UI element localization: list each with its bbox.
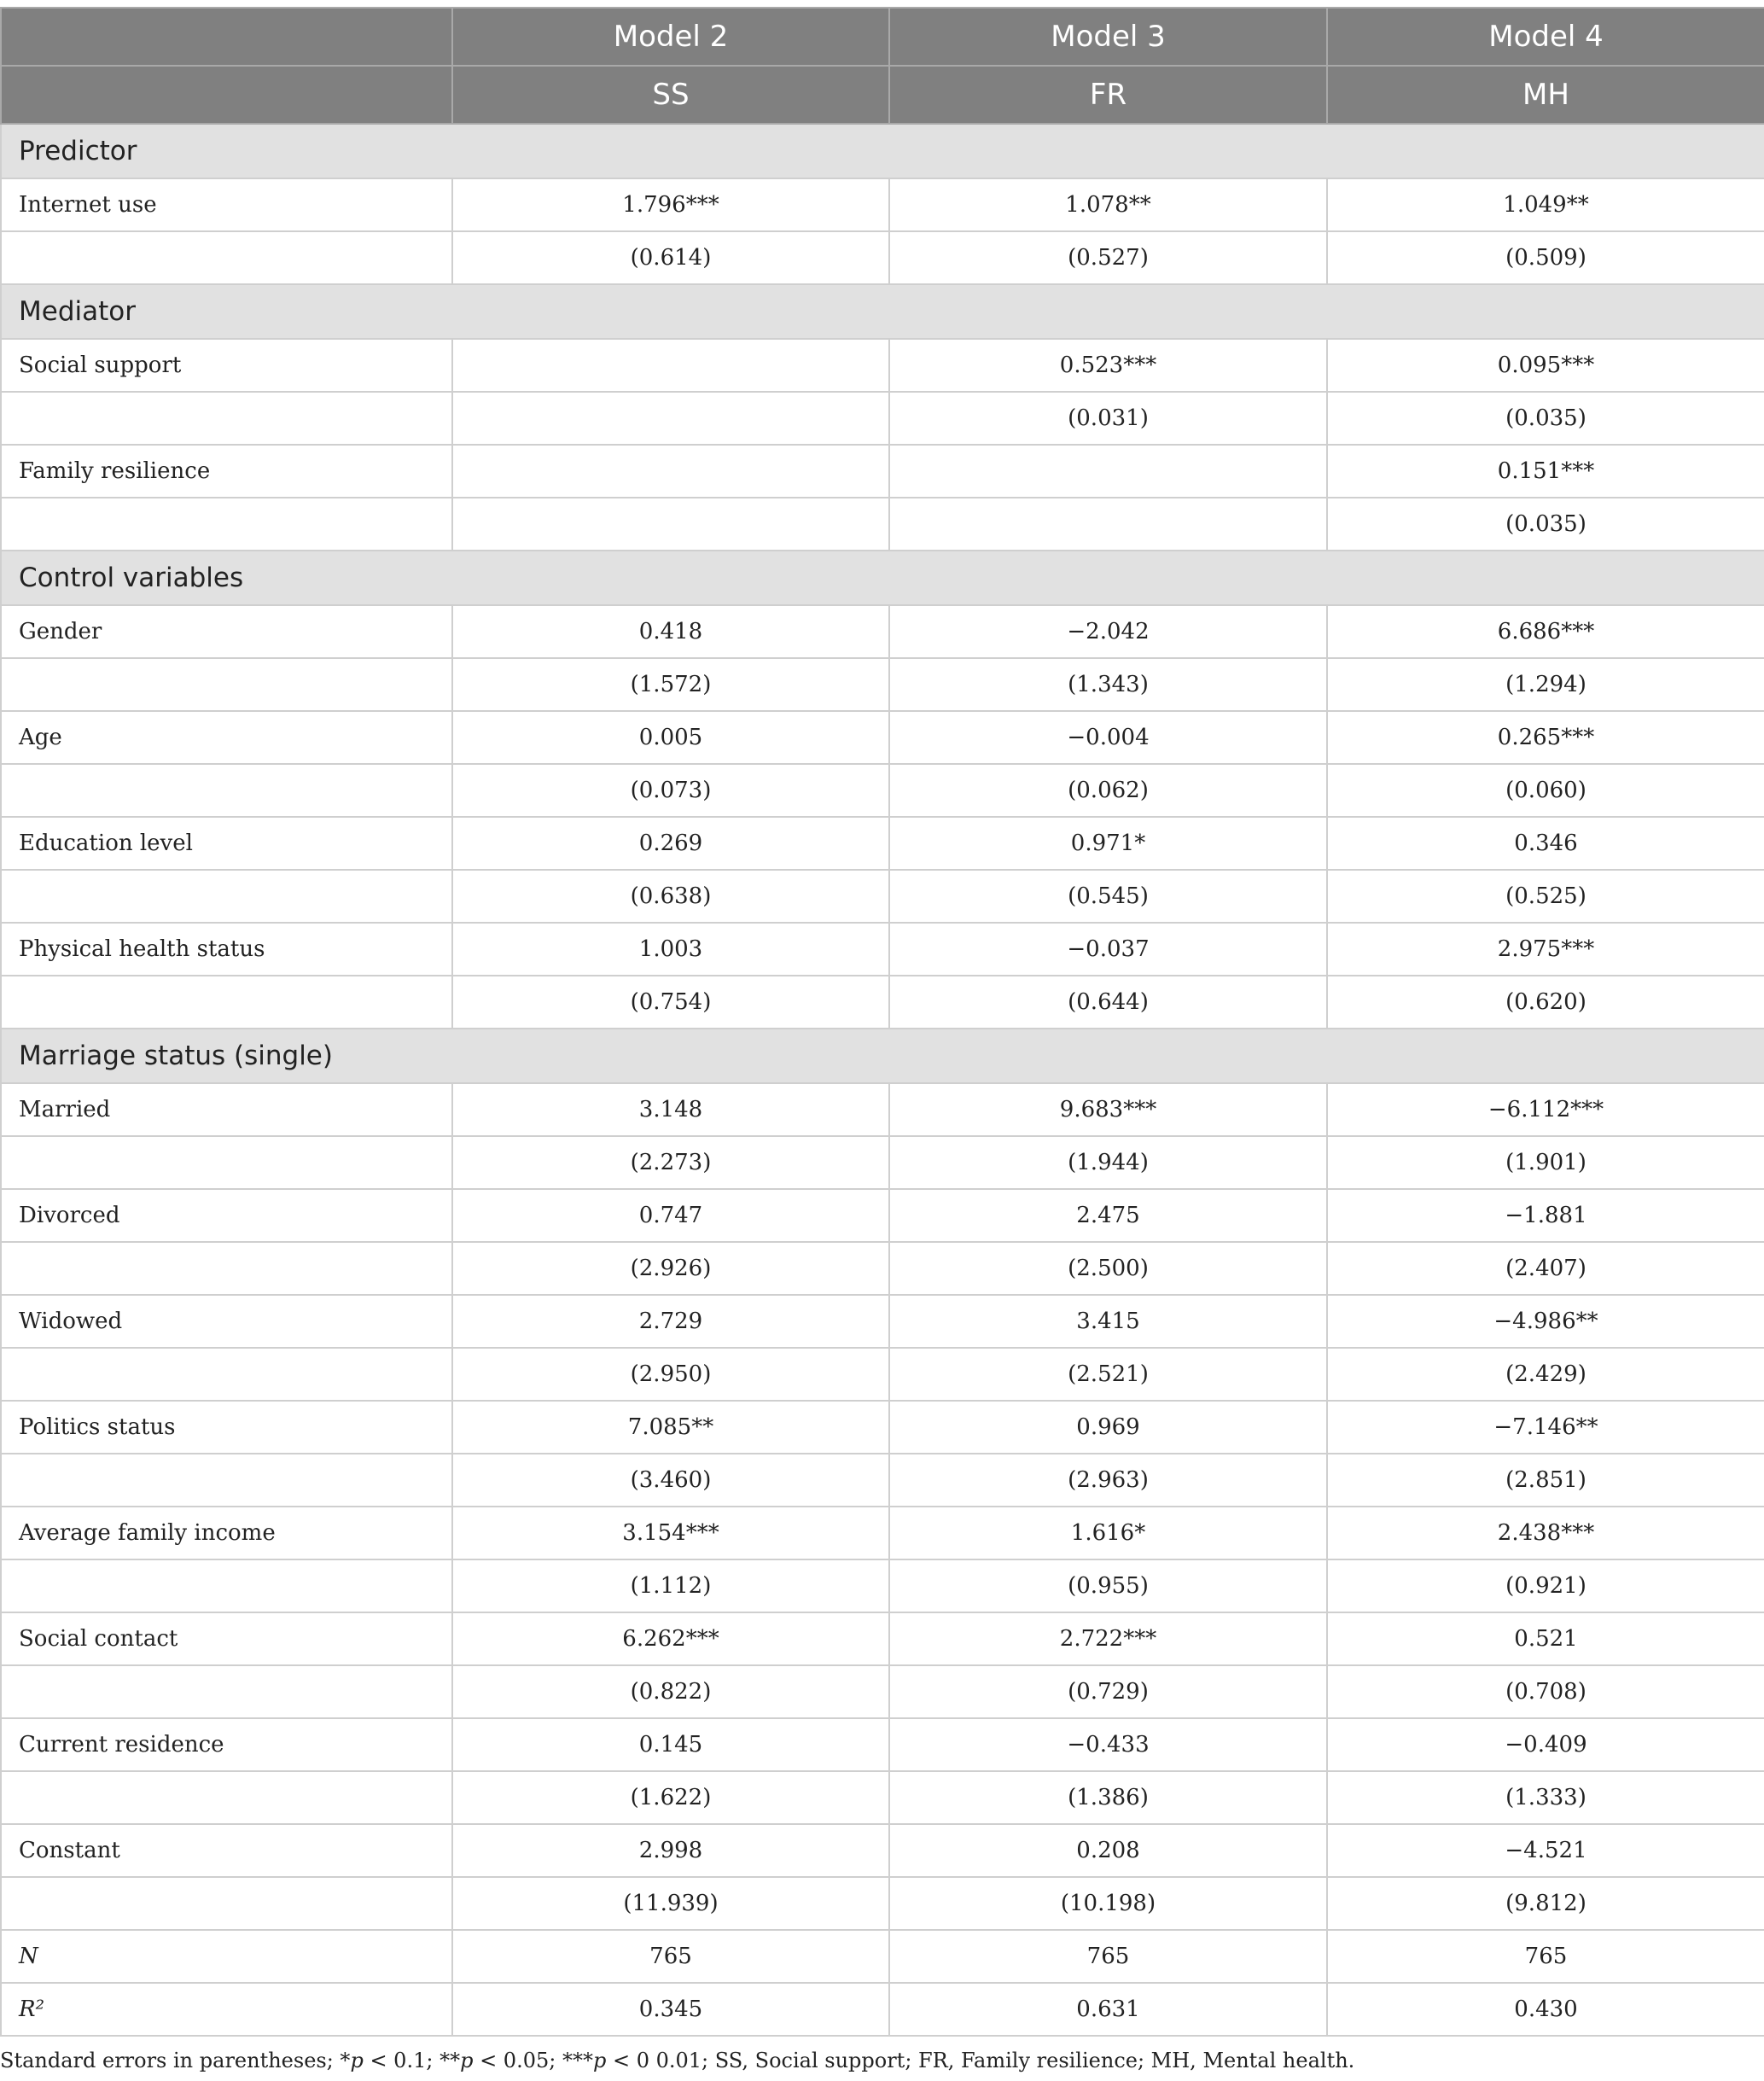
value-cell-model-4: 0.095***: [1327, 339, 1764, 392]
value-cell-model-4: 0.430: [1327, 1983, 1764, 2036]
value-cell-model-3: [889, 498, 1327, 551]
table-row: [1, 445, 1764, 498]
row-label: Social contact: [1, 1612, 452, 1665]
value-cell-model-2: [452, 498, 889, 551]
value-cell-model-3: (0.062): [889, 764, 1327, 817]
row-label: R²: [1, 1983, 452, 2036]
value-cell-model-2: 765: [452, 1930, 889, 1983]
value-cell-model-3: (0.955): [889, 1559, 1327, 1612]
row-label: Politics status: [1, 1401, 452, 1454]
value-cell-model-2: 0.005: [452, 711, 889, 764]
value-cell-model-3: (10.198): [889, 1877, 1327, 1930]
value-cell-model-3: −0.004: [889, 711, 1327, 764]
row-label: [1, 1242, 452, 1295]
header-outcome-ss: SS: [452, 66, 889, 124]
value-cell-model-2: [452, 392, 889, 445]
value-cell-model-3: (0.729): [889, 1665, 1327, 1718]
value-cell-model-3: −2.042: [889, 605, 1327, 658]
value-cell-model-2: [452, 339, 889, 392]
row-label: [1, 1559, 452, 1612]
header-row-models: [1, 8, 1764, 66]
footnote-segment: p: [350, 2049, 364, 2072]
table-row: [1, 1665, 1764, 1718]
value-cell-model-4: (1.333): [1327, 1771, 1764, 1824]
value-cell-model-2: (2.926): [452, 1242, 889, 1295]
value-cell-model-3: (1.944): [889, 1136, 1327, 1189]
value-cell-model-3: (0.545): [889, 870, 1327, 923]
table-row: [1, 923, 1764, 976]
header-corner-cell: [1, 8, 452, 66]
header-model-3: Model 3: [889, 8, 1327, 66]
row-label: [1, 976, 452, 1029]
row-label: [1, 658, 452, 711]
value-cell-model-2: (1.572): [452, 658, 889, 711]
table-row: [1, 711, 1764, 764]
row-label: Average family income: [1, 1507, 452, 1559]
value-cell-model-4: −7.146**: [1327, 1401, 1764, 1454]
value-cell-model-3: 765: [889, 1930, 1327, 1983]
value-cell-model-4: (0.921): [1327, 1559, 1764, 1612]
value-cell-model-2: 2.998: [452, 1824, 889, 1877]
value-cell-model-2: 0.269: [452, 817, 889, 870]
table-row: [1, 231, 1764, 284]
value-cell-model-4: −6.112***: [1327, 1083, 1764, 1136]
value-cell-model-4: (0.509): [1327, 231, 1764, 284]
value-cell-model-3: 1.616*: [889, 1507, 1327, 1559]
value-cell-model-2: (0.638): [452, 870, 889, 923]
row-label: Current residence: [1, 1718, 452, 1771]
value-cell-model-2: 0.345: [452, 1983, 889, 2036]
value-cell-model-3: −0.433: [889, 1718, 1327, 1771]
value-cell-model-2: 6.262***: [452, 1612, 889, 1665]
value-cell-model-4: 2.975***: [1327, 923, 1764, 976]
value-cell-model-3: 0.523***: [889, 339, 1327, 392]
value-cell-model-2: 0.418: [452, 605, 889, 658]
row-label: Gender: [1, 605, 452, 658]
value-cell-model-4: −0.409: [1327, 1718, 1764, 1771]
value-cell-model-3: −0.037: [889, 923, 1327, 976]
header-outcome-mh: MH: [1327, 66, 1764, 124]
value-cell-model-2: (0.614): [452, 231, 889, 284]
section-label: Mediator: [1, 284, 1764, 339]
value-cell-model-4: −4.521: [1327, 1824, 1764, 1877]
row-label: Physical health status: [1, 923, 452, 976]
value-cell-model-4: 0.521: [1327, 1612, 1764, 1665]
value-cell-model-2: 0.747: [452, 1189, 889, 1242]
footnote-segment: < 0 0.01; SS, Social support; FR, Family resilience; MH, Mental health.: [606, 2049, 1355, 2072]
value-cell-model-4: (2.429): [1327, 1348, 1764, 1401]
table-row: [1, 976, 1764, 1029]
value-cell-model-2: 1.796***: [452, 178, 889, 231]
value-cell-model-4: (9.812): [1327, 1877, 1764, 1930]
row-label: Age: [1, 711, 452, 764]
value-cell-model-3: (2.500): [889, 1242, 1327, 1295]
table-row: [1, 605, 1764, 658]
value-cell-model-3: 1.078**: [889, 178, 1327, 231]
value-cell-model-4: 0.265***: [1327, 711, 1764, 764]
section-row: [1, 124, 1764, 178]
table-row: [1, 1718, 1764, 1771]
value-cell-model-2: [452, 445, 889, 498]
table-footnote: [0, 2049, 1764, 2072]
section-row: [1, 1029, 1764, 1083]
value-cell-model-4: (1.294): [1327, 658, 1764, 711]
row-label: Family resilience: [1, 445, 452, 498]
value-cell-model-4: (0.035): [1327, 392, 1764, 445]
value-cell-model-4: (1.901): [1327, 1136, 1764, 1189]
value-cell-model-4: 1.049**: [1327, 178, 1764, 231]
value-cell-model-4: 2.438***: [1327, 1507, 1764, 1559]
row-label: [1, 1348, 452, 1401]
value-cell-model-3: (0.527): [889, 231, 1327, 284]
value-cell-model-3: 0.971*: [889, 817, 1327, 870]
value-cell-model-2: (0.822): [452, 1665, 889, 1718]
table-row: [1, 392, 1764, 445]
header-model-2: Model 2: [452, 8, 889, 66]
row-label: [1, 764, 452, 817]
value-cell-model-2: (3.460): [452, 1454, 889, 1507]
section-label: Predictor: [1, 124, 1764, 178]
table-row: [1, 339, 1764, 392]
header-corner-cell: [1, 66, 452, 124]
value-cell-model-2: (11.939): [452, 1877, 889, 1930]
row-label: [1, 1877, 452, 1930]
table-row: [1, 498, 1764, 551]
row-label: Married: [1, 1083, 452, 1136]
value-cell-model-2: 3.154***: [452, 1507, 889, 1559]
section-row: [1, 551, 1764, 605]
footnote-segment: < 0.05; ***: [473, 2049, 593, 2072]
value-cell-model-4: (2.851): [1327, 1454, 1764, 1507]
value-cell-model-3: (1.386): [889, 1771, 1327, 1824]
value-cell-model-3: [889, 445, 1327, 498]
value-cell-model-4: 765: [1327, 1930, 1764, 1983]
value-cell-model-2: (0.073): [452, 764, 889, 817]
table-row: [1, 1189, 1764, 1242]
value-cell-model-3: 9.683***: [889, 1083, 1327, 1136]
value-cell-model-2: (0.754): [452, 976, 889, 1029]
value-cell-model-2: 2.729: [452, 1295, 889, 1348]
row-label: [1, 392, 452, 445]
row-label: Constant: [1, 1824, 452, 1877]
row-label: Widowed: [1, 1295, 452, 1348]
value-cell-model-4: (2.407): [1327, 1242, 1764, 1295]
footnote-segment: p: [460, 2049, 474, 2072]
table-row: [1, 870, 1764, 923]
footnote-segment: Standard errors in parentheses; *: [0, 2049, 351, 2072]
value-cell-model-4: (0.525): [1327, 870, 1764, 923]
value-cell-model-3: (1.343): [889, 658, 1327, 711]
table-row: [1, 658, 1764, 711]
value-cell-model-4: −1.881: [1327, 1189, 1764, 1242]
row-label: Divorced: [1, 1189, 452, 1242]
header-outcome-fr: FR: [889, 66, 1327, 124]
row-label: [1, 1665, 452, 1718]
value-cell-model-3: (2.521): [889, 1348, 1327, 1401]
value-cell-model-3: 2.475: [889, 1189, 1327, 1242]
row-label: Social support: [1, 339, 452, 392]
section-label: Marriage status (single): [1, 1029, 1764, 1083]
value-cell-model-2: (2.273): [452, 1136, 889, 1189]
value-cell-model-4: (0.708): [1327, 1665, 1764, 1718]
value-cell-model-4: 0.151***: [1327, 445, 1764, 498]
value-cell-model-4: (0.060): [1327, 764, 1764, 817]
regression-table: [0, 7, 1764, 2037]
row-label: [1, 1454, 452, 1507]
value-cell-model-4: −4.986**: [1327, 1295, 1764, 1348]
table-row: [1, 1612, 1764, 1665]
row-label: [1, 1771, 452, 1824]
table-row: [1, 1348, 1764, 1401]
row-label: [1, 1136, 452, 1189]
table-row: [1, 1559, 1764, 1612]
value-cell-model-3: (2.963): [889, 1454, 1327, 1507]
table-row: [1, 1771, 1764, 1824]
table-body: [1, 124, 1764, 2036]
footnote-segment: < 0.1; **: [363, 2049, 461, 2072]
table-row: [1, 1507, 1764, 1559]
row-label: [1, 231, 452, 284]
value-cell-model-3: 0.969: [889, 1401, 1327, 1454]
table-row: [1, 764, 1764, 817]
header-row-outcomes: [1, 66, 1764, 124]
row-label: N: [1, 1930, 452, 1983]
table-header: [1, 8, 1764, 124]
value-cell-model-2: (2.950): [452, 1348, 889, 1401]
table-row: [1, 1824, 1764, 1877]
table-row: [1, 1401, 1764, 1454]
header-model-4: Model 4: [1327, 8, 1764, 66]
table-row: [1, 1295, 1764, 1348]
value-cell-model-2: 0.145: [452, 1718, 889, 1771]
value-cell-model-4: 6.686***: [1327, 605, 1764, 658]
value-cell-model-3: (0.031): [889, 392, 1327, 445]
value-cell-model-4: (0.035): [1327, 498, 1764, 551]
row-label: [1, 498, 452, 551]
section-label: Control variables: [1, 551, 1764, 605]
value-cell-model-3: 0.208: [889, 1824, 1327, 1877]
value-cell-model-2: 1.003: [452, 923, 889, 976]
row-label: Education level: [1, 817, 452, 870]
value-cell-model-3: 2.722***: [889, 1612, 1327, 1665]
table-row: [1, 1083, 1764, 1136]
value-cell-model-3: 0.631: [889, 1983, 1327, 2036]
table-row: [1, 1983, 1764, 2036]
value-cell-model-2: 3.148: [452, 1083, 889, 1136]
value-cell-model-4: (0.620): [1327, 976, 1764, 1029]
table-row: [1, 1136, 1764, 1189]
section-row: [1, 284, 1764, 339]
value-cell-model-2: (1.622): [452, 1771, 889, 1824]
row-label: [1, 870, 452, 923]
table-row: [1, 817, 1764, 870]
value-cell-model-2: (1.112): [452, 1559, 889, 1612]
footnote-segment: p: [592, 2049, 607, 2072]
value-cell-model-3: 3.415: [889, 1295, 1327, 1348]
table-row: [1, 1930, 1764, 1983]
value-cell-model-3: (0.644): [889, 976, 1327, 1029]
table-row: [1, 178, 1764, 231]
row-label: Internet use: [1, 178, 452, 231]
table-row: [1, 1242, 1764, 1295]
table-row: [1, 1877, 1764, 1930]
value-cell-model-4: 0.346: [1327, 817, 1764, 870]
value-cell-model-2: 7.085**: [452, 1401, 889, 1454]
table-row: [1, 1454, 1764, 1507]
